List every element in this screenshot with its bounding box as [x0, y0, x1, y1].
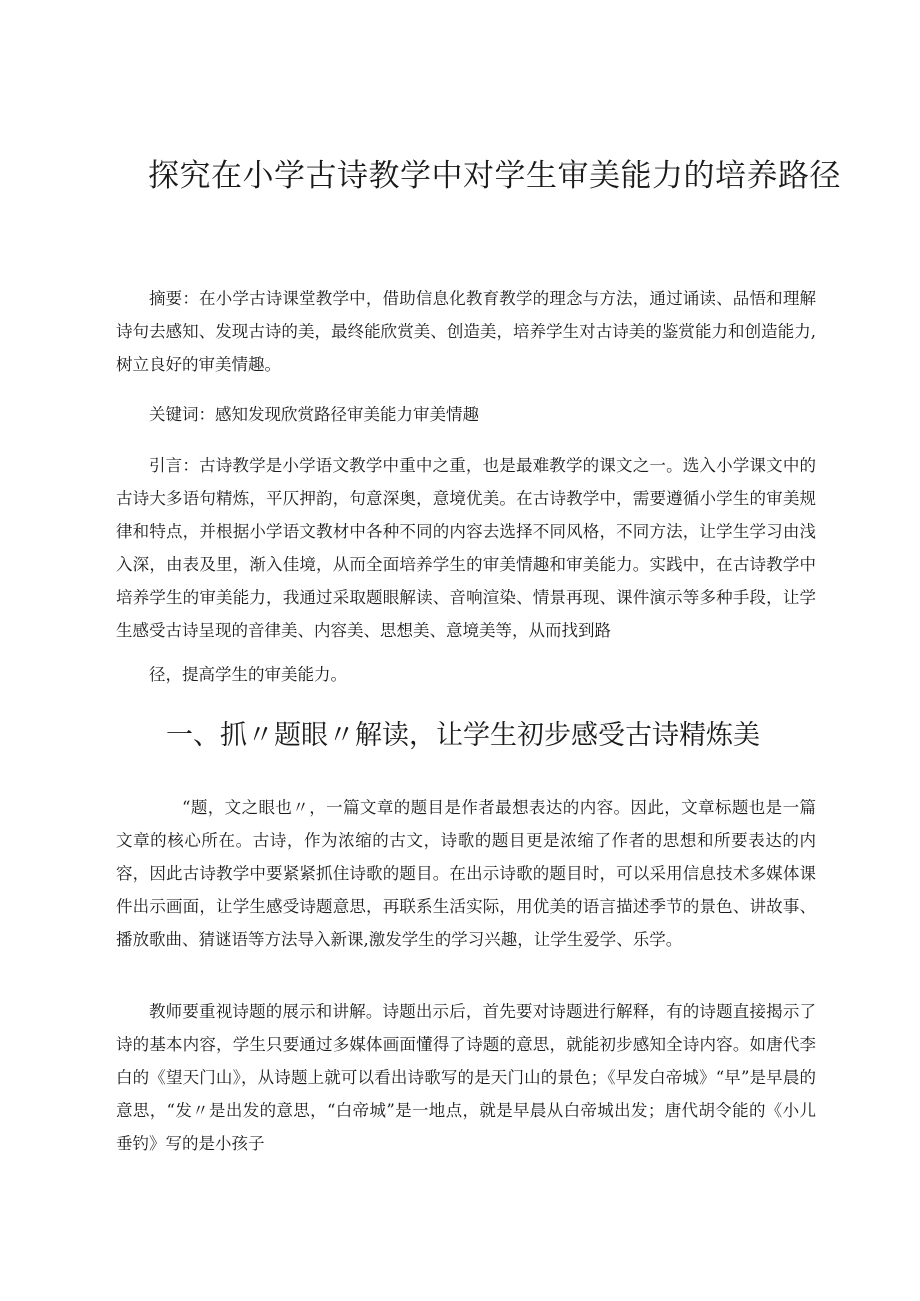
section-heading: 一、抓〃题眼〃解读，让学生初步感受古诗精炼美 — [166, 720, 760, 751]
intro-paragraph: 引言：古诗教学是小学语文教学中重中之重，也是最难教学的课文之一。选入小学课文中的古诗大多语句精炼，平仄押韵，句意深奥，意境优美。在古诗教学中，需要遵循小学生的审美规律和特点，并根据小学语文教材中各种不同的内容去选择不同风格，不同方法，让学生学习由浅入深，由表及里，渐入佳境，从而全面培养学生的审美情趣和审美能力。实践中，在古诗教学中培养学生的审美能力，我通过采取题眼解读、音响渲染、情景再现、课件演示等多种手段，让学生感受古诗呈现的音律美、内容美、思想美、意境美等，从而找到路 — [116, 456, 816, 640]
section-paragraph-2: 教师要重视诗题的展示和讲解。诗题出示后，首先要对诗题进行解释，有的诗题直接揭示了诗的基本内容，学生只要通过多媒体画面懂得了诗题的意思，就能初步感知全诗内容。如唐代李白的《望天门山》，从诗题上就可以看出诗歌写的是天门山的景色；《早发白帝城》“早”是早晨的意思，“发〃是出发的意思，“白帝城”是一地点，就是早晨从白帝城出发；唐代胡令能的《小儿垂钓》写的是小孩子 — [116, 1002, 816, 1153]
intro-tail-paragraph: 径，提高学生的审美能力。 — [149, 665, 347, 684]
abstract-paragraph: 摘要：在小学古诗课堂教学中，借助信息化教育教学的理念与方法，通过诵读、品悟和理解诗句去感知、发现古诗的美，最终能欣赏美、创造美，培养学生对古诗美的鉴赏能力和创造能力,树立良好的审美情趣。 — [116, 289, 816, 374]
document-title: 探究在小学古诗教学中对学生审美能力的培养路径 — [148, 158, 841, 194]
section-paragraph-1: “题，文之眼也〃，一篇文章的题目是作者最想表达的内容。因此，文章标题也是一篇文章的核心所在。古诗，作为浓缩的古文，诗歌的题目更是浓缩了作者的思想和所要表达的内容，因此古诗教学中要紧紧抓住诗歌的题目。在出示诗歌的题目时，可以采用信息技术多媒体课件出示画面，让学生感受诗题意思，再联系生活实际，用优美的语言描述季节的景色、讲故事、播放歌曲、猜谜语等方法导入新课,激发学生的学习兴趣，让学生爱学、乐学。 — [116, 798, 816, 949]
keywords-paragraph: 关键词：感知发现欣赏路径审美能力审美情趣 — [149, 405, 479, 424]
